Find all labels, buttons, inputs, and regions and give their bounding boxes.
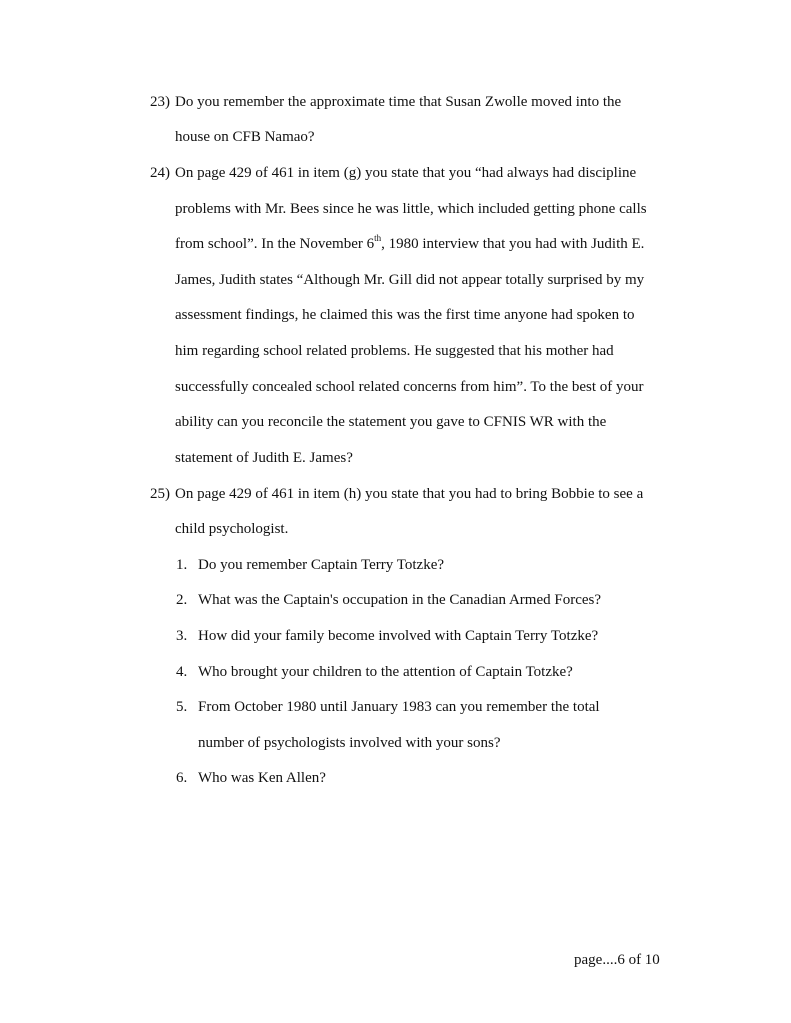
sub-question-number: 6.	[176, 770, 188, 786]
question-text-line: assessment findings, he claimed this was the first time anyone had spoken to	[175, 307, 635, 323]
question-text-line: Do you remember the approximate time that Susan Zwolle moved into the	[175, 94, 622, 110]
question-text-line: house on CFB Namao?	[175, 129, 315, 145]
page-number-footer: page....6 of 10	[574, 952, 660, 968]
ordinal-superscript: th	[374, 233, 382, 243]
sub-question-number: 5.	[176, 699, 188, 715]
question-text-line: On page 429 of 461 in item (g) you state that you “had always had discipline	[175, 165, 637, 181]
question-text-line: problems with Mr. Bees since he was little, which included getting phone calls	[175, 201, 647, 217]
sub-question-text: number of psychologists involved with your sons?	[198, 735, 501, 751]
text-segment: from school”. In the November 6	[175, 236, 375, 252]
question-text-line	[175, 235, 644, 253]
question-number: 23)	[150, 94, 170, 110]
sub-question-text: How did your family become involved with Captain Terry Totzke?	[198, 628, 599, 644]
sub-question-number: 2.	[176, 592, 188, 608]
sub-question-number: 4.	[176, 664, 188, 680]
question-number: 25)	[150, 486, 170, 502]
question-text-line: him regarding school related problems. He suggested that his mother had	[175, 343, 614, 359]
sub-question-text: Who was Ken Allen?	[198, 770, 326, 786]
sub-question-text: Who brought your children to the attention of Captain Totzke?	[198, 664, 573, 680]
sub-question-text: Do you remember Captain Terry Totzke?	[198, 557, 445, 573]
question-text-line: child psychologist.	[175, 521, 289, 537]
question-text-line: statement of Judith E. James?	[175, 450, 353, 466]
question-text-line: ability can you reconcile the statement you gave to CFNIS WR with the	[175, 414, 607, 430]
sub-question-number: 1.	[176, 557, 188, 573]
sub-question-text: What was the Captain's occupation in the Canadian Armed Forces?	[198, 592, 602, 608]
question-text-line: successfully concealed school related concerns from him”. To the best of your	[175, 379, 644, 395]
sub-question-number: 3.	[176, 628, 188, 644]
question-text-line: James, Judith states “Although Mr. Gill did not appear totally surprised by my	[175, 272, 645, 288]
question-number: 24)	[150, 165, 170, 181]
sub-question-text: From October 1980 until January 1983 can you remember the total	[198, 699, 600, 715]
text-segment: , 1980 interview that you had with Judith E.	[381, 236, 645, 252]
question-text-line: On page 429 of 461 in item (h) you state that you had to bring Bobbie to see a	[175, 486, 644, 502]
